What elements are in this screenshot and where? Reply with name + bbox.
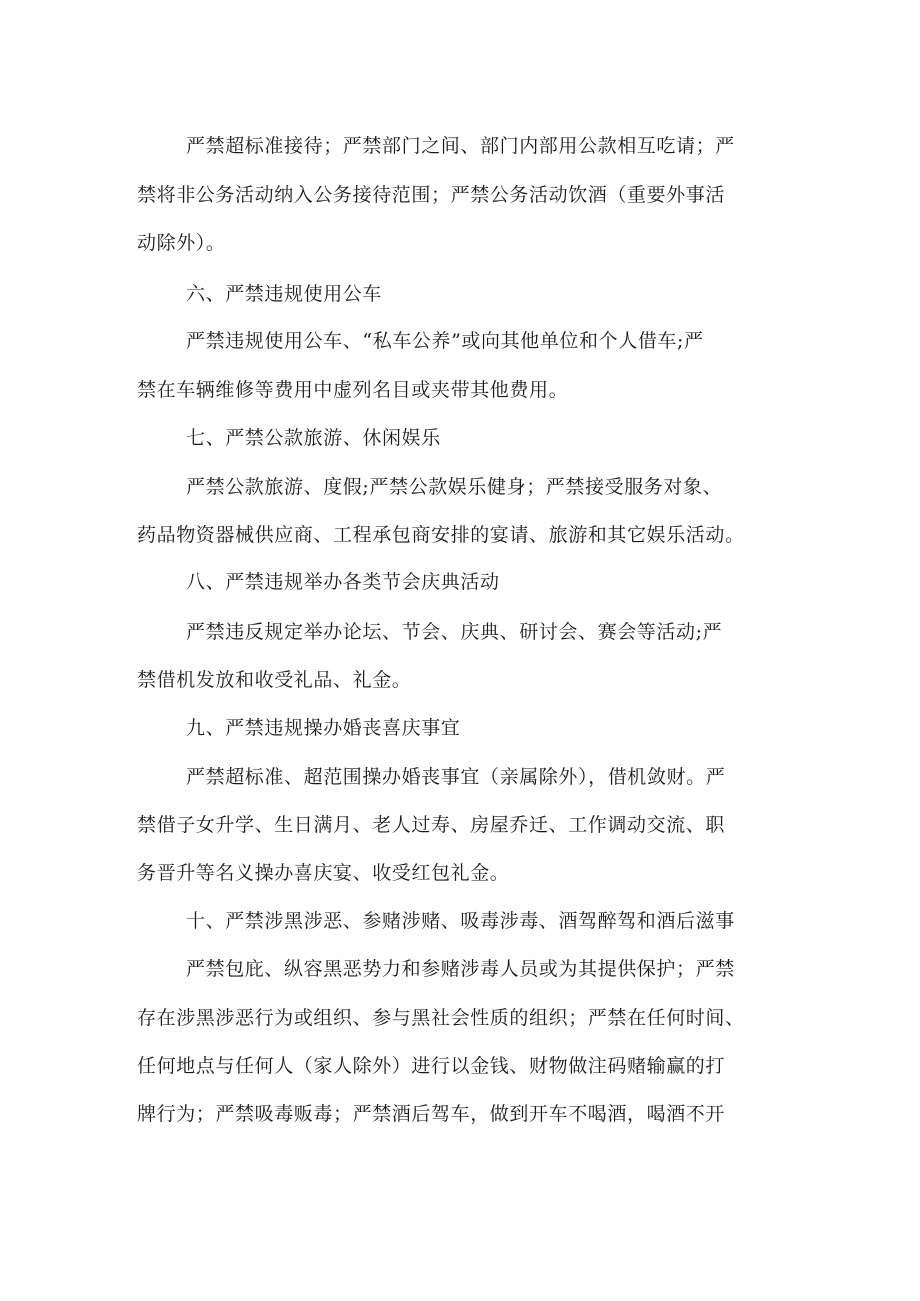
paragraph-line: 禁借子女升学、生日满月、老人过寿、房屋乔迁、工作调动交流、职 [137, 814, 726, 836]
paragraph-line: 严禁公款旅游、度假;严禁公款娱乐健身；严禁接受服务对象、 [186, 476, 723, 498]
paragraph-line: 严禁超标准接待；严禁部门之间、部门内部用公款相互吃请；严 [186, 135, 735, 157]
section-heading: 九、严禁违规操办婚丧喜庆事宜 [186, 717, 461, 739]
paragraph-line: 牌行为；严禁吸毒贩毒；严禁酒后驾车，做到开车不喝酒，喝酒不开 [137, 1103, 726, 1125]
paragraph-line: 存在涉黑涉恶行为或组织、参与黑社会性质的组织；严禁在任何时间、 [137, 1007, 745, 1029]
section-heading: 六、严禁违规使用公车 [186, 283, 383, 305]
paragraph-line: 动除外）。 [137, 232, 226, 254]
paragraph-line: 禁将非公务活动纳入公务接待范围；严禁公务活动饮酒（重要外事活 [137, 184, 726, 206]
section-heading: 八、严禁违规举办各类节会庆典活动 [186, 571, 500, 593]
paragraph-line: 禁借机发放和收受礼品、礼金。 [137, 669, 412, 691]
paragraph-line: 严禁违反规定举办论坛、节会、庆典、研讨会、赛会等活动;严 [186, 621, 723, 643]
paragraph-line: 严禁违规使用公车、“私车公养”或向其他单位和个人借车;严 [186, 330, 704, 352]
paragraph-line: 严禁包庇、纵容黑恶势力和参赌涉毒人员或为其提供保护；严禁 [186, 958, 735, 980]
section-heading: 七、严禁公款旅游、休闲娱乐 [186, 427, 441, 449]
paragraph-line: 务晋升等名义操办喜庆宴、收受红包礼金。 [137, 862, 510, 884]
paragraph-line: 禁在车辆维修等费用中虚列名目或夹带其他费用。 [137, 379, 569, 401]
paragraph-line: 药品物资器械供应商、工程承包商安排的宴请、旅游和其它娱乐活动。 [137, 524, 745, 546]
section-heading: 十、严禁涉黑涉恶、参赌涉赌、吸毒涉毒、酒驾醉驾和酒后滋事 [186, 910, 735, 932]
paragraph-line: 严禁超标准、超范围操办婚丧事宜（亲属除外），借机敛财。严 [186, 766, 726, 788]
paragraph-line: 任何地点与任何人（家人除外）进行以金钱、财物做注码赌输赢的打 [137, 1055, 726, 1077]
